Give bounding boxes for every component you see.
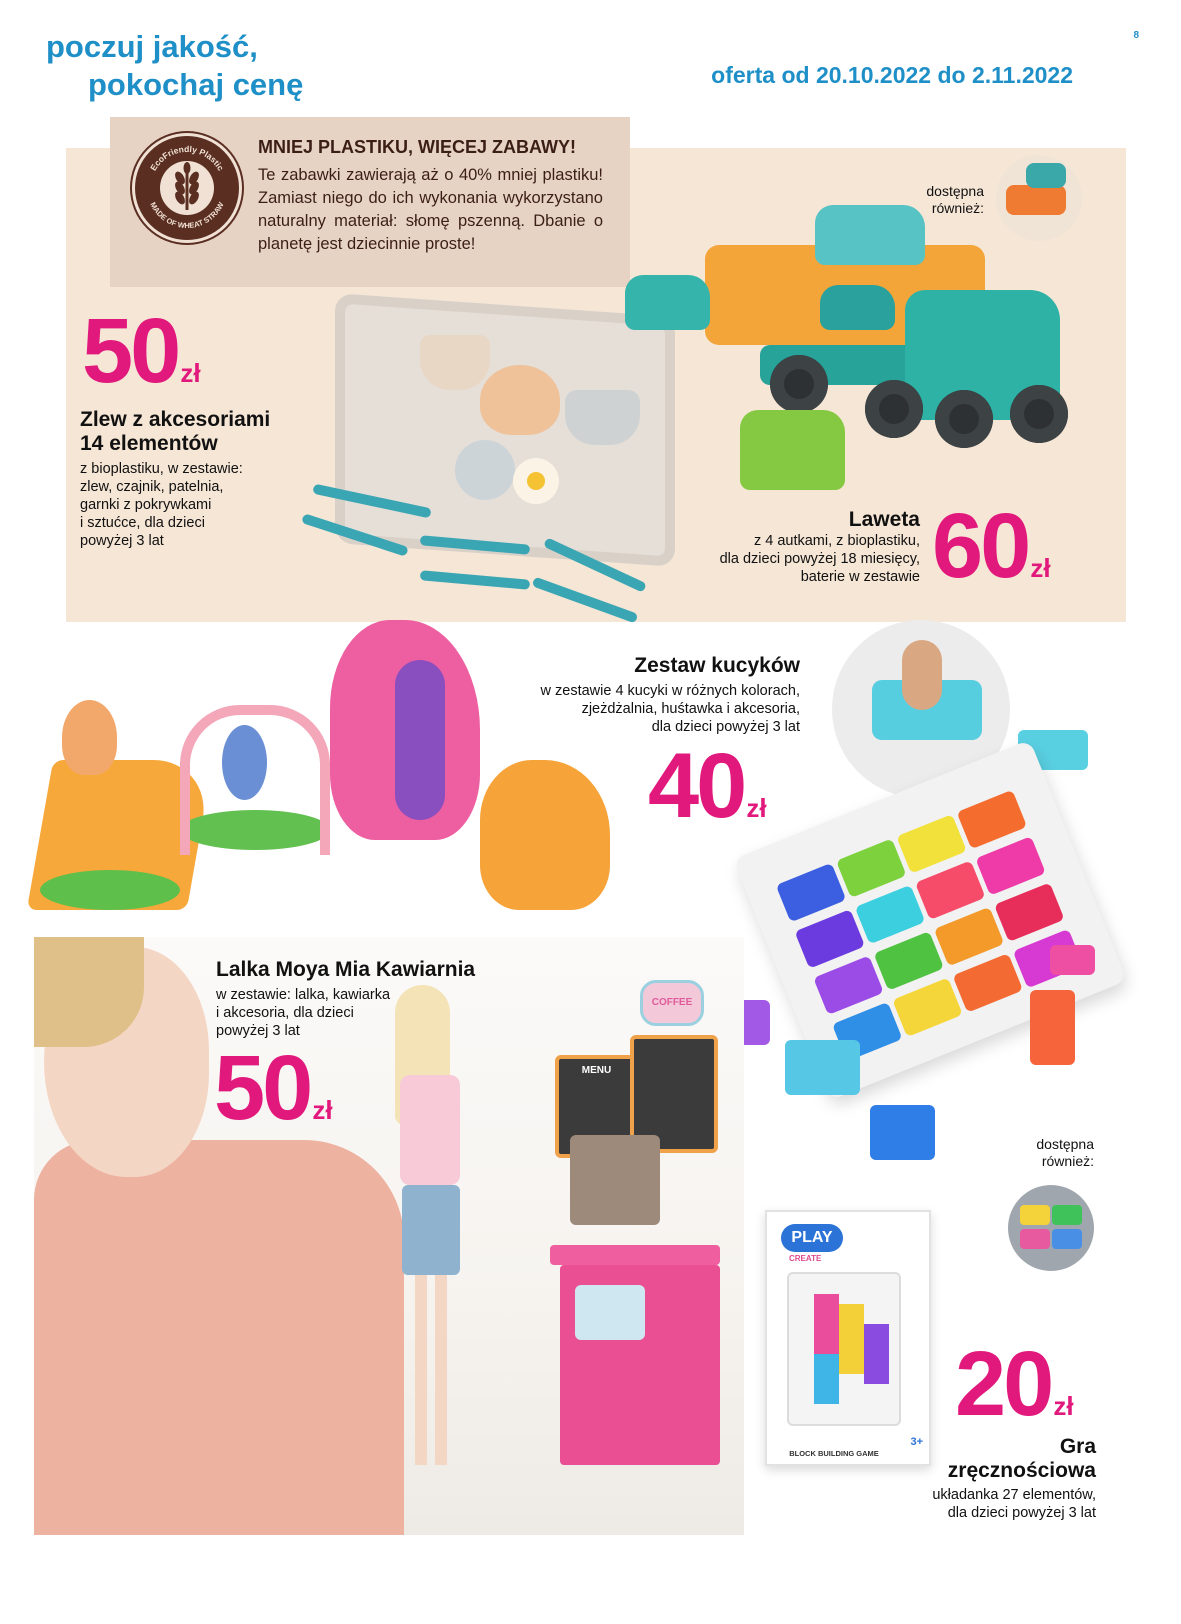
currency: zł — [312, 1095, 333, 1125]
doll-image — [380, 985, 480, 1485]
desc-line: i akcesoria, dla dzieci — [216, 1005, 354, 1021]
price-value: 40 — [648, 735, 745, 837]
price-sink — [82, 300, 201, 419]
offer-dates: oferta od 20.10.2022 do 2.11.2022 — [711, 62, 1073, 88]
truck-variant-thumbnail — [996, 155, 1082, 241]
wheel-image — [770, 355, 828, 413]
price-value: 20 — [955, 1333, 1052, 1435]
product-name-sink — [80, 408, 270, 456]
currency: zł — [1030, 553, 1051, 583]
wheel-image — [1010, 385, 1068, 443]
slogan-line-2: pokochaj cenę — [88, 67, 304, 102]
price-value: 50 — [214, 1037, 311, 1139]
desc-line: z 4 autkami, z bioplastiku, — [753, 533, 920, 549]
desc-line: dla dzieci powyżej 3 lat — [651, 719, 800, 735]
wheel-image — [865, 380, 923, 438]
product-desc-ponies — [470, 682, 800, 736]
product-name-ponies: Zestaw kucyków — [634, 654, 800, 677]
badge-top-text: EcoFriendly Plastic — [148, 143, 226, 173]
eco-text: Te zabawki zawierają aż o 40% mniej plastiku! Zamiast niego do ich wykonania wykorzystano naturalny materiał: słomę pszenną. Dbanie o planetę jest dziecinnie proste! — [258, 166, 603, 253]
pony-mane-image — [395, 660, 445, 820]
toy-car-image — [740, 410, 845, 490]
small-pony-image — [222, 725, 267, 800]
menu-label: MENU — [581, 1065, 612, 1076]
price-truck — [932, 495, 1051, 614]
slogan — [46, 28, 303, 104]
desc-line: powyżej 3 lat — [80, 533, 164, 549]
box-brand: PLAY — [781, 1224, 843, 1252]
eco-friendly-badge — [132, 133, 242, 243]
currency: zł — [1053, 1391, 1074, 1421]
cafe-toy-image — [530, 980, 720, 1480]
desc-line: baterie w zestawie — [800, 569, 920, 585]
kettle-image — [480, 365, 560, 435]
puzzle-tile-image — [1050, 945, 1095, 975]
also-line: również: — [931, 200, 984, 216]
page-number: 8 — [1133, 30, 1139, 41]
price-ponies — [648, 735, 767, 854]
desc-line: powyżej 3 lat — [216, 1023, 300, 1039]
also-line: dostępna — [1036, 1136, 1094, 1152]
currency: zł — [180, 358, 201, 388]
child-sweater-image — [34, 1140, 404, 1535]
puzzle-tile-image — [1030, 990, 1075, 1065]
wheel-image — [935, 390, 993, 448]
product-desc-sink — [80, 460, 243, 550]
price-value: 60 — [932, 495, 1029, 597]
box-caption: BLOCK BUILDING GAME — [789, 1449, 879, 1458]
desc-line: i sztućce, dla dzieci — [80, 515, 205, 531]
product-name-line: 14 elementów — [80, 432, 218, 455]
desc-line: układanka 27 elementów, — [932, 1487, 1096, 1503]
product-name-truck: Laweta — [848, 508, 920, 531]
desc-line: zlew, czajnik, patelnia, — [80, 479, 224, 495]
currency: zł — [746, 793, 767, 823]
product-desc-truck — [650, 532, 920, 586]
pan-image — [455, 440, 515, 500]
puzzle-tile-image — [785, 1040, 860, 1095]
wheat-icon — [135, 136, 239, 240]
badge-bottom-text: MADE OF WHEAT STRAW — [148, 200, 226, 231]
puzzle-tile-image — [870, 1105, 935, 1160]
toy-car-image — [625, 275, 710, 330]
product-desc-doll — [216, 986, 390, 1040]
also-available-game — [990, 1136, 1094, 1170]
fried-egg-image — [513, 458, 559, 504]
desc-line: zjeżdżalnia, huśtawka i akcesoria, — [581, 701, 800, 717]
slogan-line-1: poczuj jakość, — [46, 29, 258, 64]
also-line: również: — [1041, 1153, 1094, 1169]
desc-line: dla dzieci powyżej 3 lat — [947, 1505, 1096, 1521]
coffee-sign: COFFEE — [640, 980, 704, 1026]
game-variant-thumbnail — [1008, 1185, 1094, 1271]
pot-image — [420, 335, 490, 390]
desc-line: dla dzieci powyżej 18 miesięcy, — [719, 551, 920, 567]
desc-line: w zestawie 4 kucyki w różnych kolorach, — [540, 683, 800, 699]
also-line: dostępna — [926, 183, 984, 199]
product-name-line: Zlew z akcesoriami — [80, 408, 271, 431]
product-desc-game — [880, 1486, 1096, 1522]
orange-pony-image — [480, 760, 610, 910]
grass-base-image — [40, 870, 180, 910]
toy-car-image — [820, 285, 895, 330]
box-age: 3+ — [910, 1436, 923, 1448]
price-doll — [214, 1037, 333, 1156]
toy-car-image — [815, 205, 925, 265]
price-value: 50 — [82, 300, 179, 402]
small-pony-image — [62, 700, 117, 775]
product-name-doll: Lalka Moya Mia Kawiarnia — [216, 958, 476, 981]
desc-line: w zestawie: lalka, kawiarka — [216, 987, 391, 1003]
desc-line: z bioplastiku, w zestawie: — [80, 461, 243, 477]
pot-image — [565, 390, 640, 445]
desc-line: garnki z pokrywkami — [80, 497, 212, 513]
eco-title: MNIEJ PLASTIKU, WIĘCEJ ZABAWY! — [258, 137, 577, 157]
game-box-image — [765, 1210, 931, 1466]
product-name-game — [900, 1435, 1096, 1483]
product-name-line: Gra — [1059, 1435, 1096, 1458]
box-sub: CREATE — [789, 1254, 822, 1263]
product-name-line: zręcznościowa — [947, 1459, 1096, 1482]
